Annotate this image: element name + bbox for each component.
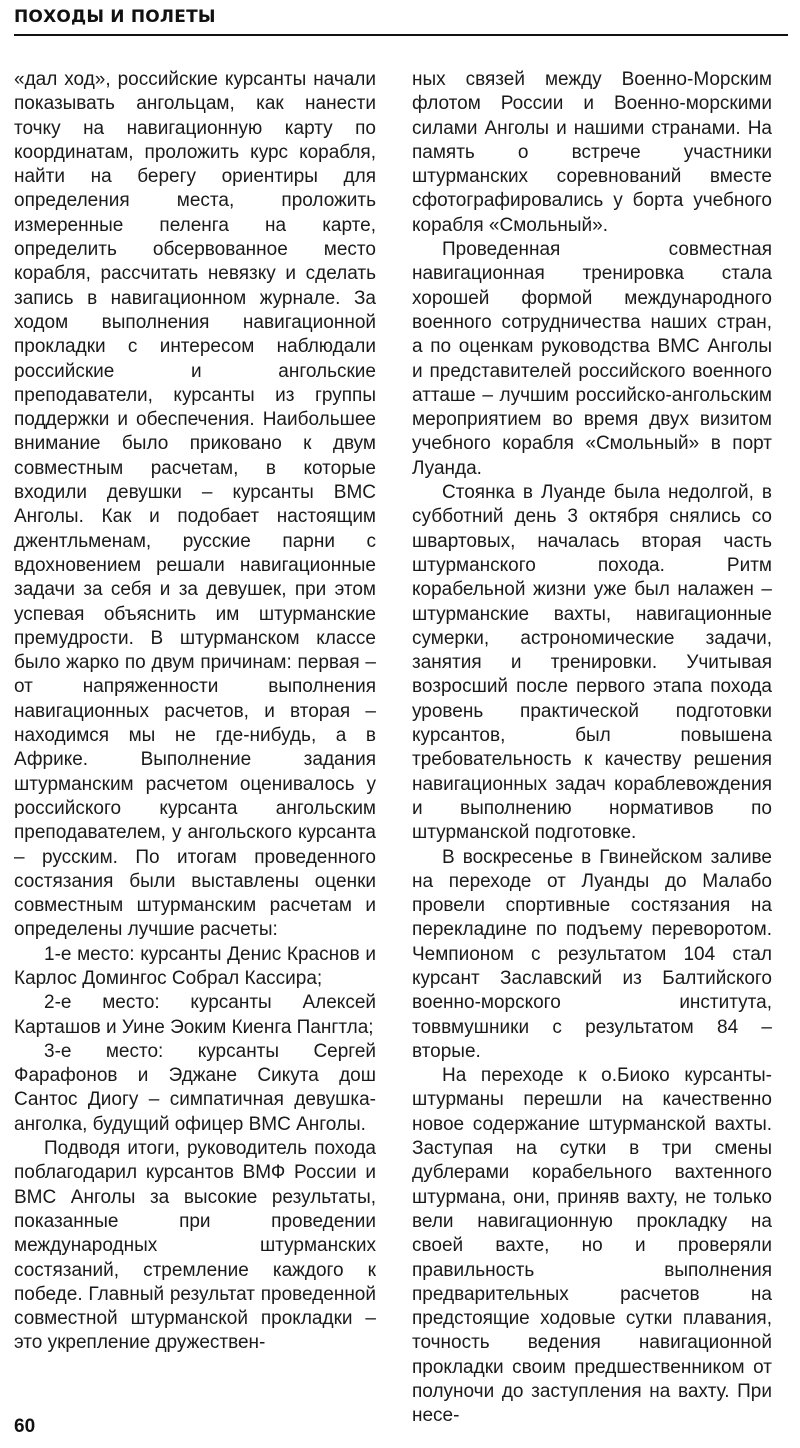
paragraph: «дал ход», российские курсанты начали показывать ангольцам, как нанести точку на навигационную карту по координатам, проложить курс корабля, найти на берегу ориентиры для определения места, проложить измеренные пеленга на карте, определить обсервованное место корабля, рассчитать невязку и сделать запись в навигационном журнале. За ходом выполнения навигационной прокладки с интересом наблюдали российские и ангольские преподаватели, курсанты из группы поддержки и обеспечения. Наибольшее внимание было приковано к двум совместным расчетам, в которые входили девушки – курсанты ВМС Анголы. Как и подобает настоящим джентльменам, русские парни с вдохновением решали навигационные задачи за себя и за девушек, при этом успевая объяснить им штурманские премудрости. В штурманском классе было жарко по двум причинам: первая – от напряженности выполнения навигационных расчетов, и вторая – находимся мы не где-нибудь, а в Африке. Выполнение задания штурманским расчетом оценивалось у российского курсанта ангольским преподавателем, у ангольского курсанта – русским. По итогам проведенного состязания были выставлены оценки совместным штурманским расчетам и определены лучшие расчеты: xyxy=(14,69,376,941)
section-title: ПОХОДЫ И ПОЛЕТЫ xyxy=(14,7,216,27)
paragraph: На переходе к о.Биоко курсанты-штурманы перешли на качественно новое содержание штурманской вахты. Заступая на сутки в три смены дублерами корабельного вахтенного штурмана, они, приняв вахту, не только вели навигационную прокладку на своей вахте, но и проверяли правильность выполнения предварительных расчетов на предстоящие ходовые сутки плавания, точность ведения навигационной прокладки своим предшественником от полуночи до заступления на вахту. При несе- xyxy=(412,1065,772,1427)
paragraph: Подводя итоги, руководитель похода поблагодарил курсантов ВМФ России и ВМС Анголы за высокие результаты, показанные при проведении международных штурманских состязаний, стремление каждого к победе. Главный результат проведенной совместной штурманской прокладки – это укрепление дружествен- xyxy=(14,1138,376,1354)
page-number: 60 xyxy=(14,1416,36,1437)
paragraph: Проведенная совместная навигационная тренировка стала хорошей формой международного военного сотрудничества наших стран, а по оценкам руководства ВМС Анголы и представителей российского военного атташе – лучшим российско-ангольским мероприятием во время двух визитом учебного корабля «Смольный» в порт Луанда. xyxy=(412,239,772,479)
right-column xyxy=(412,68,772,1429)
paragraph: ных связей между Военно-Морским флотом России и Военно-морскими силами Анголы и нашими странами. На память о встрече участники штурманских соревнований вместе сфотографировались у борта учебного корабля «Смольный». xyxy=(412,69,772,236)
paragraph: В воскресенье в Гвинейском заливе на переходе от Луанды до Малабо провели спортивные состязания на перекладине по подъему переворотом. Чемпионом с результатом 104 стал курсант Заславский из Балтийского военно-морского института, товвмушники с результатом 84 – вторые. xyxy=(412,846,772,1062)
running-header xyxy=(14,6,788,36)
paragraph: 1-е место: курсанты Денис Краснов и Карлос Домингос Собрал Кассира; xyxy=(14,943,376,989)
left-column xyxy=(14,68,376,1356)
paragraph: Стоянка в Луанде была недолгой, в субботний день 3 октября снялись со швартовых, началась вторая часть штурманского похода. Ритм корабельной жизни уже был налажен – штурманские вахты, навигационные сумерки, астрономические задачи, занятия и тренировки. Учитывая возросший после первого этапа похода уровень практической подготовки курсантов, был повышена требовательность к качеству решения навигационных задач кораблевождения и выполнению нормативов по штурманской подготовке. xyxy=(412,482,772,844)
paragraph: 2-е место: курсанты Алексей Карташов и Уине Эоким Киенга Пангтла; xyxy=(14,992,376,1038)
paragraph: 3-е место: курсанты Сергей Фарафонов и Эджане Сикута дош Сантос Диогу – симпатичная девушка-анголка, будущий офицер ВМС Анголы. xyxy=(14,1040,376,1135)
